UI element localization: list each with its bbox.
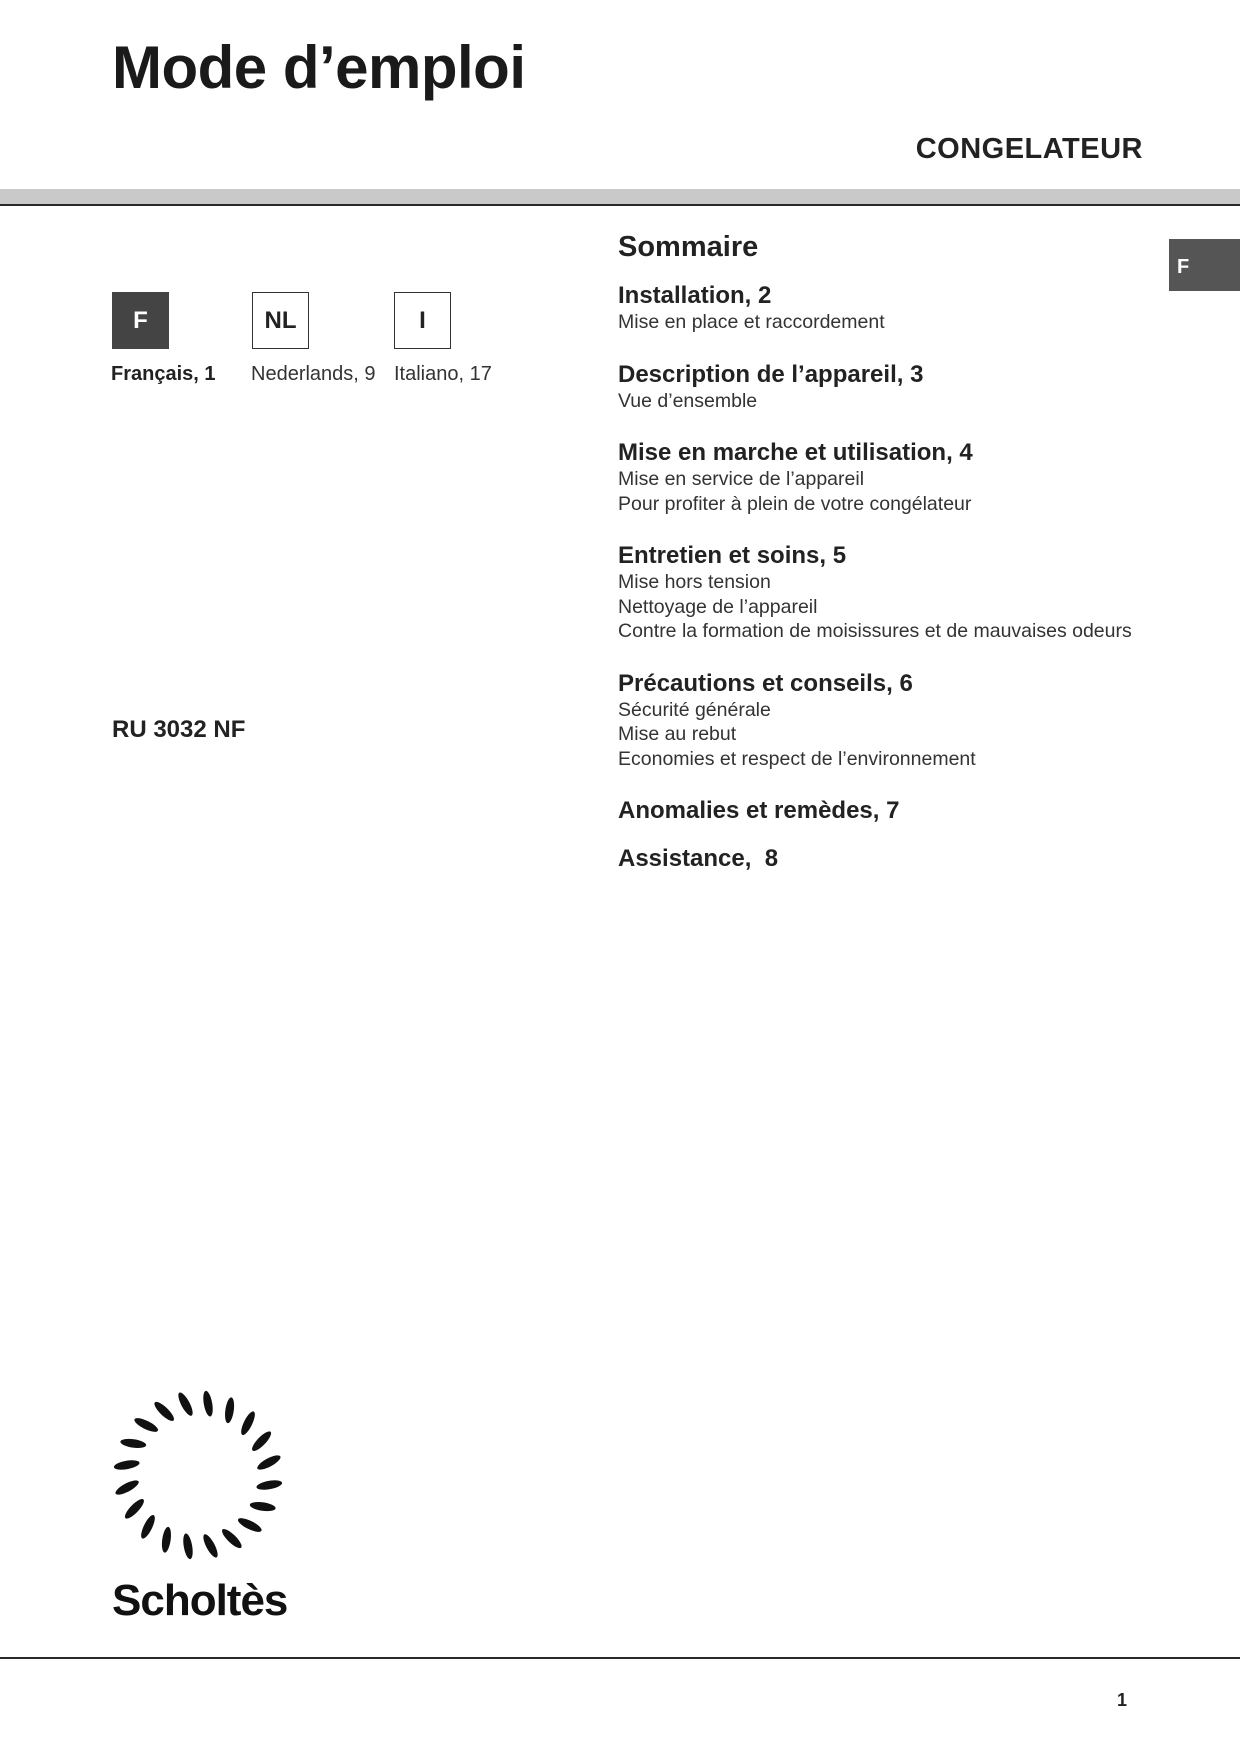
logo-petal xyxy=(256,1479,283,1492)
logo-petal xyxy=(255,1453,282,1473)
logo-petal xyxy=(182,1533,195,1560)
toc-item-title: Description de l’appareil, 3 xyxy=(618,360,924,388)
page-number: 1 xyxy=(1117,1690,1128,1710)
logo-petal xyxy=(133,1416,160,1435)
lang-button-i[interactable]: I xyxy=(394,292,451,349)
logo-petal xyxy=(249,1501,276,1513)
toc-subitem: Sécurité générale xyxy=(618,698,771,721)
logo-petal xyxy=(160,1526,172,1553)
language-side-tab: F xyxy=(1169,239,1240,291)
toc-subitem: Mise au rebut xyxy=(618,723,737,745)
toc-item-title: Anomalies et remèdes, 7 xyxy=(618,797,900,824)
toc-item-entretien[interactable] xyxy=(618,542,1178,644)
logo-petal xyxy=(120,1437,147,1449)
toc-item-description[interactable] xyxy=(618,361,1178,414)
logo-petal xyxy=(224,1397,236,1424)
toc-heading: Sommaire xyxy=(618,231,759,263)
lang-button-nl[interactable]: NL xyxy=(252,292,309,349)
toc-subitem: Mise en place et raccordement xyxy=(618,311,885,333)
logo-petal xyxy=(220,1527,245,1551)
toc-subitem: Economies et respect de l’environnement xyxy=(618,747,976,770)
toc-item-installation[interactable] xyxy=(618,282,1178,335)
toc-item-title: Mise en marche et utilisation, 4 xyxy=(618,439,973,466)
product-type: CONGELATEUR xyxy=(915,133,1143,165)
toc-item-title: Installation, 2 xyxy=(618,282,772,309)
lang-label-i[interactable]: Italiano, 17 xyxy=(394,363,492,385)
lang-button-f[interactable]: F xyxy=(112,292,169,349)
sun-burst-logo-icon xyxy=(111,1388,285,1562)
logo-petal xyxy=(202,1390,215,1417)
toc-subitem: Pour profiter à plein de votre congélateur xyxy=(618,492,972,515)
logo-petal xyxy=(139,1513,158,1540)
header-rule xyxy=(0,204,1240,206)
toc-item-title: Assistance, 8 xyxy=(618,845,779,872)
table-of-contents xyxy=(618,230,1178,899)
logo-petal xyxy=(114,1478,141,1498)
toc-item-anomalies[interactable] xyxy=(618,797,1178,825)
toc-subitem: Contre la formation de moisissures et de mauvaises odeurs xyxy=(618,620,1132,642)
toc-item-assistance[interactable] xyxy=(618,845,1178,873)
brand-name: Scholtès xyxy=(112,1576,288,1625)
toc-item-title: Entretien et soins, 5 xyxy=(618,542,847,569)
toc-subitem: Vue d’ensemble xyxy=(618,389,758,412)
toc-subitem: Mise en service de l’appareil xyxy=(618,468,865,490)
logo-petal xyxy=(176,1391,196,1418)
logo-petal xyxy=(250,1429,274,1454)
model-number: RU 3032 NF xyxy=(112,716,246,743)
logo-petal xyxy=(152,1399,177,1423)
toc-subitem: Nettoyage de l’appareil xyxy=(618,595,818,618)
logo-petal xyxy=(239,1410,258,1437)
toc-item-precautions[interactable] xyxy=(618,670,1178,772)
footer-rule xyxy=(0,1657,1240,1659)
logo-petal xyxy=(113,1459,140,1472)
lang-label-nl[interactable]: Nederlands, 9 xyxy=(251,363,376,385)
toc-item-title: Précautions et conseils, 6 xyxy=(618,669,913,697)
lang-label-f[interactable]: Français, 1 xyxy=(111,363,216,385)
logo-petal xyxy=(236,1516,263,1535)
toc-subitem: Mise hors tension xyxy=(618,571,771,593)
toc-item-mise-en-marche[interactable] xyxy=(618,439,1178,516)
logo-petal xyxy=(122,1497,146,1522)
logo-petal xyxy=(201,1532,221,1559)
document-title: Mode d’emploi xyxy=(112,34,526,101)
header-gray-band xyxy=(0,189,1240,204)
